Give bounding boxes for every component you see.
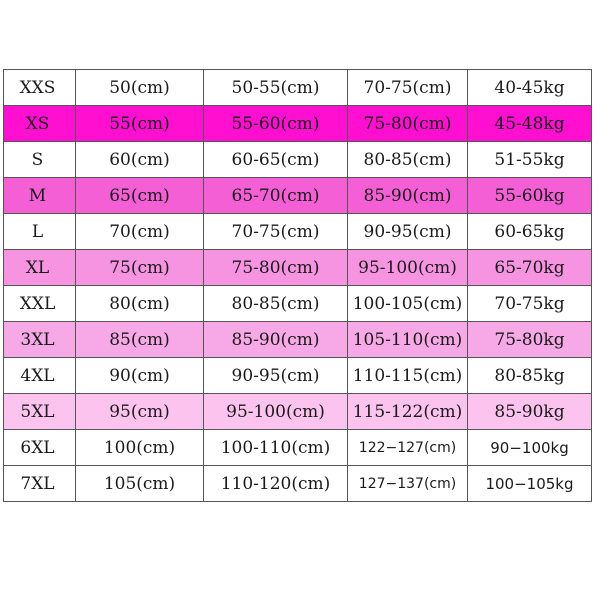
weight-cell: 70-75kg <box>468 286 592 322</box>
weight-cell: 100−105kg <box>468 466 592 502</box>
measure-cell: 90-95(cm) <box>204 358 348 394</box>
weight-cell: 75-80kg <box>468 322 592 358</box>
weight-cell: 60-65kg <box>468 214 592 250</box>
size-label: 7XL <box>4 466 76 502</box>
measure-cell: 127−137(cm) <box>348 466 468 502</box>
measure-cell: 95-100(cm) <box>204 394 348 430</box>
size-label: XXS <box>4 70 76 106</box>
measure-cell: 105(cm) <box>76 466 204 502</box>
size-label: XS <box>4 106 76 142</box>
weight-cell: 45-48kg <box>468 106 592 142</box>
measure-cell: 70-75(cm) <box>204 214 348 250</box>
size-row <box>4 286 592 322</box>
measure-cell: 80(cm) <box>76 286 204 322</box>
weight-cell: 55-60kg <box>468 178 592 214</box>
measure-cell: 75-80(cm) <box>204 250 348 286</box>
measure-cell: 80-85(cm) <box>348 142 468 178</box>
measure-cell: 65-70(cm) <box>204 178 348 214</box>
measure-cell: 50-55(cm) <box>204 70 348 106</box>
measure-cell: 95-100(cm) <box>348 250 468 286</box>
measure-cell: 70-75(cm) <box>348 70 468 106</box>
measure-cell: 70(cm) <box>76 214 204 250</box>
measure-cell: 50(cm) <box>76 70 204 106</box>
size-row <box>4 430 592 466</box>
measure-cell: 75-80(cm) <box>348 106 468 142</box>
weight-cell: 51-55kg <box>468 142 592 178</box>
measure-cell: 85(cm) <box>76 322 204 358</box>
size-label: S <box>4 142 76 178</box>
measure-cell: 122−127(cm) <box>348 430 468 466</box>
measure-cell: 60(cm) <box>76 142 204 178</box>
measure-cell: 65(cm) <box>76 178 204 214</box>
measure-cell: 100-105(cm) <box>348 286 468 322</box>
size-chart-table <box>3 69 592 502</box>
measure-cell: 85-90(cm) <box>348 178 468 214</box>
size-row <box>4 250 592 286</box>
size-row <box>4 466 592 502</box>
measure-cell: 110-115(cm) <box>348 358 468 394</box>
measure-cell: 90-95(cm) <box>348 214 468 250</box>
measure-cell: 100-110(cm) <box>204 430 348 466</box>
size-label: L <box>4 214 76 250</box>
measure-cell: 90(cm) <box>76 358 204 394</box>
measure-cell: 85-90(cm) <box>204 322 348 358</box>
size-label: 5XL <box>4 394 76 430</box>
measure-cell: 55(cm) <box>76 106 204 142</box>
measure-cell: 55-60(cm) <box>204 106 348 142</box>
measure-cell: 115-122(cm) <box>348 394 468 430</box>
size-row <box>4 214 592 250</box>
size-row <box>4 322 592 358</box>
size-row <box>4 394 592 430</box>
size-row <box>4 70 592 106</box>
measure-cell: 60-65(cm) <box>204 142 348 178</box>
weight-cell: 85-90kg <box>468 394 592 430</box>
weight-cell: 90−100kg <box>468 430 592 466</box>
size-label: XL <box>4 250 76 286</box>
size-row <box>4 358 592 394</box>
size-row <box>4 106 592 142</box>
weight-cell: 65-70kg <box>468 250 592 286</box>
size-row <box>4 142 592 178</box>
measure-cell: 110-120(cm) <box>204 466 348 502</box>
measure-cell: 100(cm) <box>76 430 204 466</box>
size-label: 6XL <box>4 430 76 466</box>
measure-cell: 80-85(cm) <box>204 286 348 322</box>
weight-cell: 80-85kg <box>468 358 592 394</box>
size-label: 4XL <box>4 358 76 394</box>
size-label: 3XL <box>4 322 76 358</box>
measure-cell: 105-110(cm) <box>348 322 468 358</box>
measure-cell: 75(cm) <box>76 250 204 286</box>
weight-cell: 40-45kg <box>468 70 592 106</box>
size-label: M <box>4 178 76 214</box>
size-label: XXL <box>4 286 76 322</box>
size-row <box>4 178 592 214</box>
measure-cell: 95(cm) <box>76 394 204 430</box>
